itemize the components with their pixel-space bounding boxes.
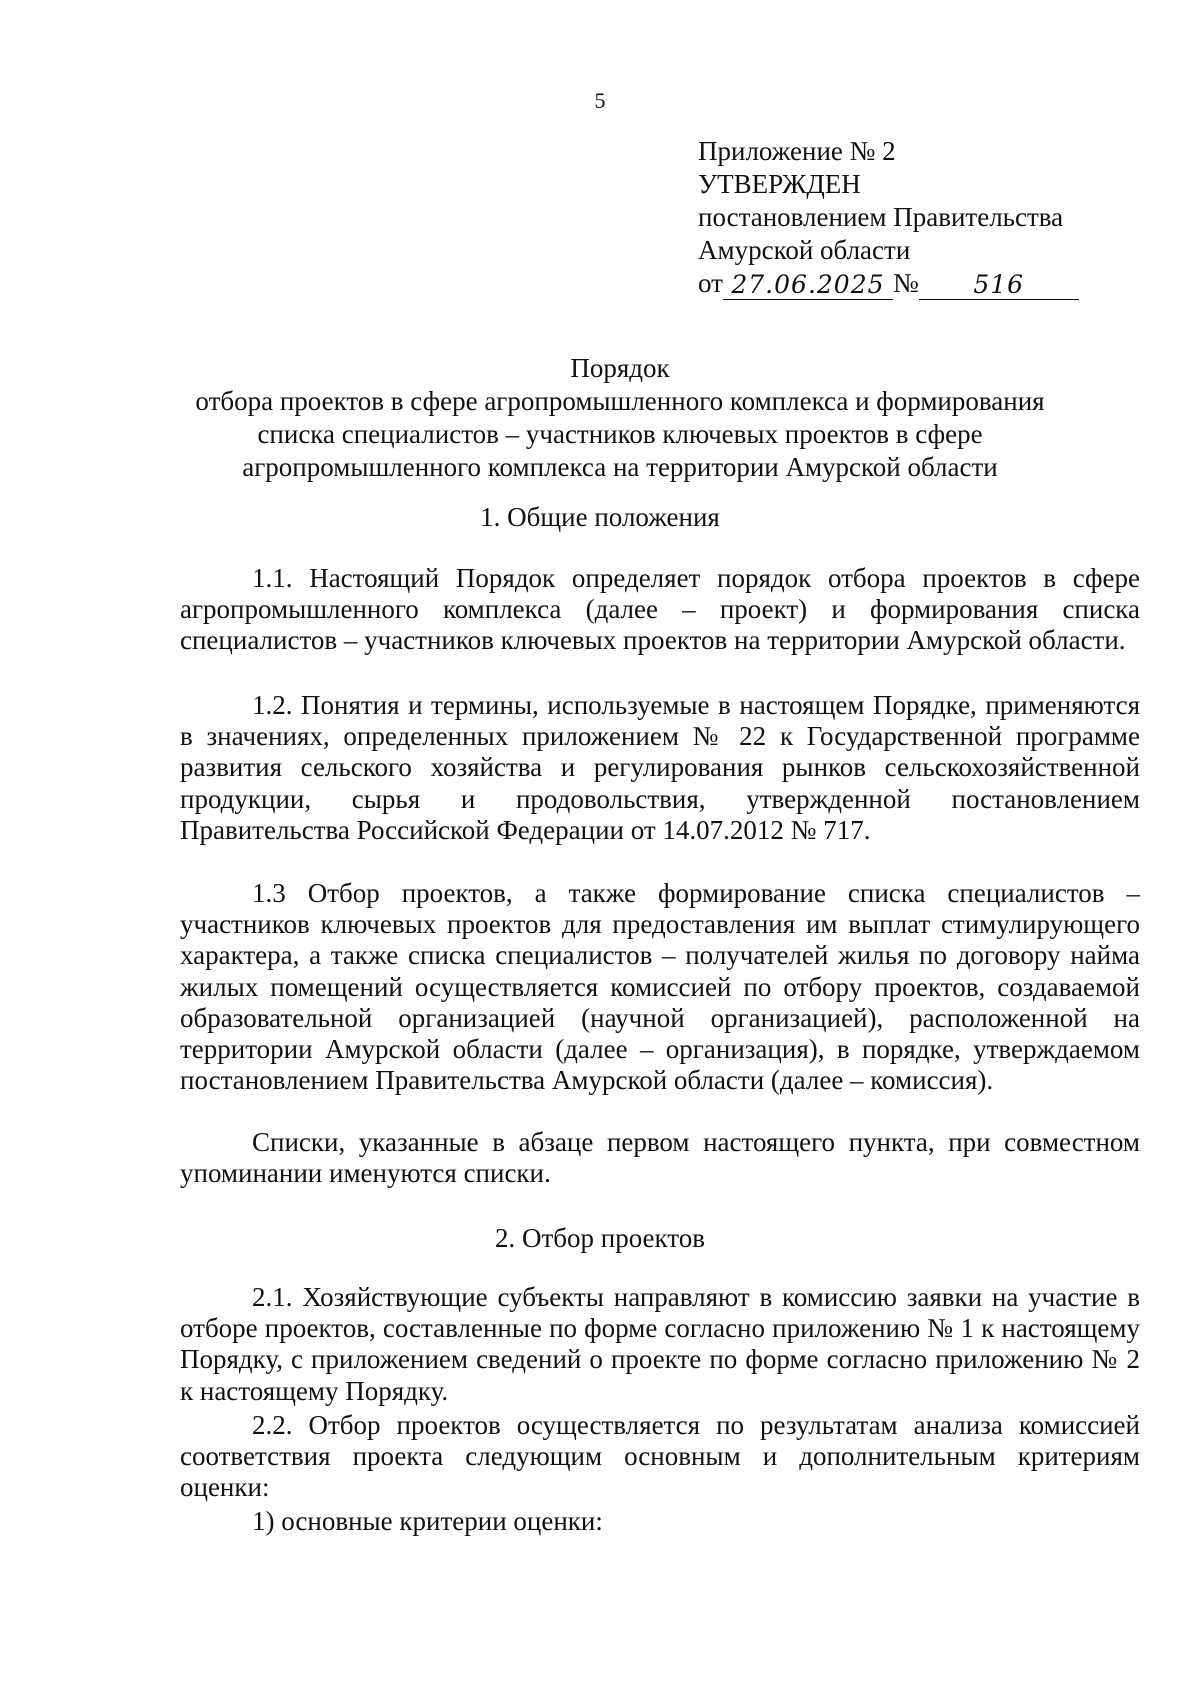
paragraph-2-2: 2.2. Отбор проектов осуществляется по результатам анализа комиссией соответствия проекта следующим основным и дополнительным критериям оценки: [180,1410,1140,1503]
paragraph-2-1: 2.1. Хозяйствующие субъекты направляют в комиссию заявки на участие в отборе проектов, составленные по форме согласно приложению № 1 к настоящему Порядку, с приложением сведений о проекте по форме согласно приложению № 2 к настоящему Порядку. [180,1282,1140,1406]
title-line: списка специалистов – участников ключевых проектов в сфере [257,419,983,449]
number-label: № [892,268,919,298]
paragraph-2-2-1: 1) основные критерии оценки: [252,1506,603,1536]
resolution-label: постановлением Правительства [698,202,1064,232]
appendix-label: Приложение № 2 [698,136,896,166]
paragraph-1-3-lists: Списки, указанные в абзаце первом настоящего пункта, при совместном упоминании именуются списки. [180,1127,1140,1189]
section-heading: 2. Отбор проектов [494,1223,705,1253]
approval-block [698,135,1079,300]
section-heading: 1. Общие положения [480,502,720,532]
region-label: Амурской области [698,235,911,265]
paragraph-1-2: 1.2. Понятия и термины, используемые в настоящем Порядке, применяются в значениях, определенных приложением № 22 к Государственной программе развития сельского хозяйства и регулирования рынков сельскохозяйственной продукции, сырья и продовольствия, утвержденной постановлением Правительства Российской Федерации от 14.07.2012 № 717. [180,690,1140,845]
approved-label: УТВЕРЖДЕН [698,169,861,199]
from-label: от [698,268,723,298]
document-title [180,352,1060,484]
title-line: отбора проектов в сфере агропромышленного комплекса и формирования [195,386,1045,416]
page-number: 5 [594,88,606,113]
title-line: агропромышленного комплекса на территории Амурской области [242,452,998,482]
paragraph-1-1: 1.1. Настоящий Порядок определяет порядок отбора проектов в сфере агропромышленного комплекса (далее – проект) и формирования списка специалистов – участников ключевых проектов на территории Амурской области. [180,563,1140,656]
handwritten-number: 516 [919,271,1079,300]
date-number-line [698,267,1079,300]
paragraph-1-3: 1.3 Отбор проектов, а также формирование списка специалистов – участников ключевых проектов для предоставления им выплат стимулирующего характера, а также списка специалистов – получателей жилья по договору найма жилых помещений осуществляется комиссией по отбору проектов, создаваемой образовательной организацией (научной организацией), расположенной на территории Амурской области (далее – организация), в порядке, утверждаемом постановлением Правительства Амурской области (далее – комиссия). [180,878,1140,1096]
title-line: Порядок [570,353,670,383]
handwritten-date: 27.06.2025 [723,271,893,300]
